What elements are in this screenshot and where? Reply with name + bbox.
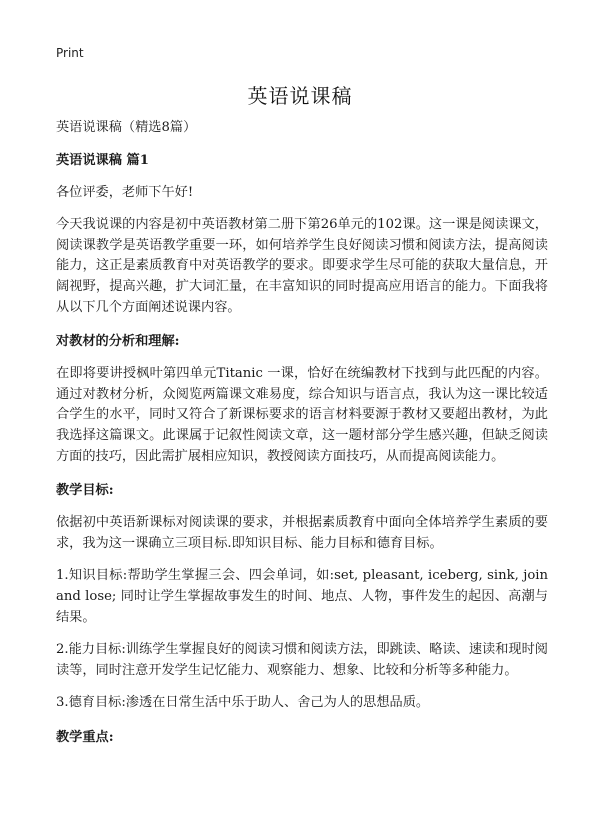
document-body	[56, 118, 548, 748]
document-subtitle: 英语说课稿（精选8篇）	[56, 120, 197, 135]
intro-paragraph: 今天我说课的内容是初中英语教材第二册下第26单元的102课。这一课是阅读课文，阅读课教学是英语教学重要一环，如何培养学生良好阅读习惯和阅读方法，提高阅读能力，这正是素质教育中对英语教学的要求。即要求学生尽可能的获取大量信息，开阔视野，提高兴趣，扩大词汇量，在丰富知识的同时提高应用语言的能力。下面我将从以下几个方面阐述说课内容。	[56, 217, 548, 315]
analysis-paragraph: 在即将要讲授枫叶第四单元Titanic 一课，恰好在统编教材下找到与此匹配的内容。通过对教材分析，众阅览两篇课文难易度，综合知识与语言点，我认为这一课比较适合学生的水平，同时又符合了新课标要求的语言材料要源于教材又要超出教材，为此我选择这篇课文。此课属于记叙性阅读文章，这一题材部分学生感兴趣，但缺乏阅读方面的技巧，因此需扩展相应知识，教授阅读方面技巧，从而提高阅读能力。	[56, 366, 548, 464]
analysis-heading: 对教材的分析和理解:	[56, 334, 180, 350]
goals-intro-paragraph: 依据初中英语新课标对阅读课的要求，并根据素质教育中面向全体培养学生素质的要求，我为这一课确立三项目标.即知识目标、能力目标和德育目标。	[56, 515, 548, 551]
greeting-paragraph: 各位评委，老师下午好!	[56, 184, 194, 200]
goal-moral: 3.德育目标:渗透在日常生活中乐于助人、舍己为人的思想品质。	[56, 695, 430, 711]
section-heading: 英语说课稿 篇1	[56, 152, 149, 168]
goals-heading: 教学目标:	[56, 483, 114, 499]
page-title: 英语说课稿	[247, 84, 353, 108]
print-label[interactable]: Print	[56, 46, 84, 60]
goal-knowledge: 1.知识目标:帮助学生掌握三会、四会单词，如:set, pleasant, iceberg, sink, join and lose; 同时让学生掌握故事发生的时间、地点、人物，事件发生的起因、高潮与结果。	[56, 568, 548, 625]
focus-heading: 教学重点:	[56, 729, 114, 745]
goal-ability: 2.能力目标:训练学生掌握良好的阅读习惯和阅读方法，即跳读、略读、速读和现时阅读等，同时注意开发学生记忆能力、观察能力、想象、比较和分析等多种能力。	[56, 642, 548, 678]
